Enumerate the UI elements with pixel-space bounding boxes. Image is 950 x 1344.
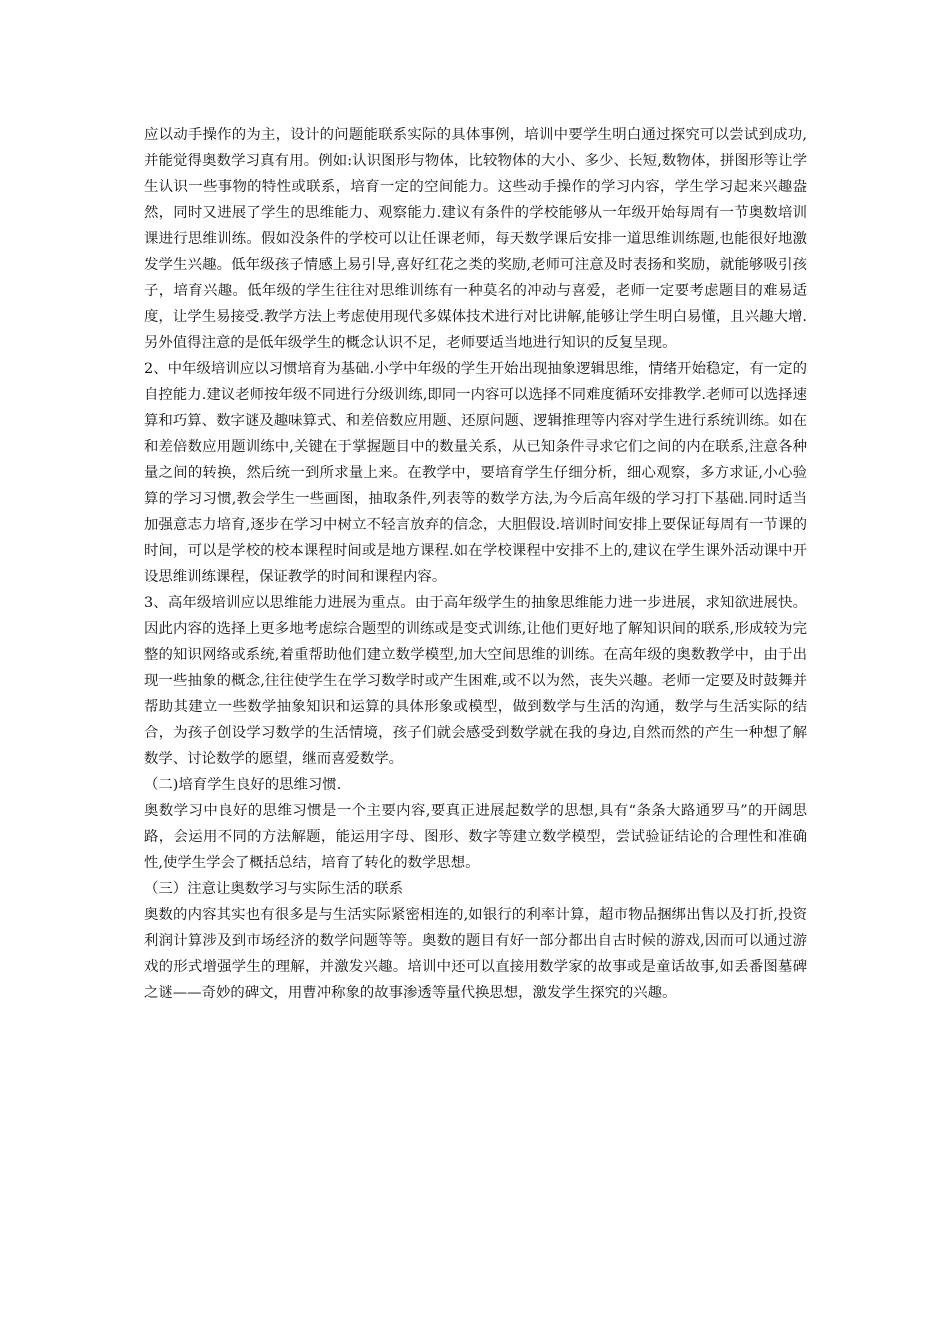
paragraph-middle-grade: 2、中年级培训应以习惯培育为基础.小学中年级的学生开始出现抽象逻辑思维，情绪开始稳定，有一定的自控能力.建议老师按年级不同进行分级训练,即同一内容可以选择不同难度循环安排教学.老师可以选择速算和巧算、数字谜及趣味算式、和差倍数应用题、还原问题、逻辑推理等内容对学生进行系统训练。如在和差倍数应用题训练中,关键在于掌握题目中的数量关系，从已知条件寻求它们之间的内在联系,注意各种量之间的转换，然后统一到所求量上来。在教学中，要培育学生仔细分析，细心观察，多方求证,小心验算的学习习惯,教会学生一些画图，抽取条件,列表等的数学方法,为今后高年级的学习打下基础.同时适当加强意志力培育,逐步在学习中树立不轻言放弃的信念，大胆假设.培训时间安排上要保证每周有一节课的时间，可以是学校的校本课程时间或是地方课程.如在学校课程中安排不上的,建议在学生课外活动课中开设思维训练课程，保证教学的时间和课程内容。 [144, 361, 807, 585]
paragraph-real-life: 奥数的内容其实也有很多是与生活实际紧密相连的,如银行的利率计算，超市物品捆绑出售以及打折,投资利润计算涉及到市场经济的数学问题等等。奥数的题目有好一部分都出自古时候的游戏,因而可以通过游戏的形式增强学生的理解，并激发兴趣。培训中还可以直接用数学家的故事或是童话故事,如丢番图墓碑之谜——奇妙的碑文，用曹冲称象的故事渗透等量代换思想，激发学生探究的兴趣。 [144, 907, 807, 1001]
section-heading-real-life: （三）注意让奥数学习与实际生活的联系 [144, 881, 404, 897]
section-heading-thinking-habits: （二)培育学生良好的思维习惯. [144, 777, 342, 793]
document-body [144, 122, 807, 1006]
paragraph-thinking-habits: 奥数学习中良好的思维习惯是一个主要内容,要真正进展起数学的思想,具有“条条大路通罗马”的开阔思路，会运用不同的方法解题，能运用字母、图形、数字等建立数学模型，尝试验证结论的合理性和准确性,使学生学会了概括总结，培育了转化的数学思想。 [144, 803, 807, 871]
paragraph-upper-grade: 3、高年级培训应以思维能力进展为重点。由于高年级学生的抽象思维能力进一步进展，求知欲进展快。因此内容的选择上更多地考虑综合题型的训练或是变式训练,让他们更好地了解知识间的联系,形成较为完整的知识网络或系统,着重帮助他们建立数学模型,加大空间思维的训练。在高年级的奥数教学中，由于出现一些抽象的概念,往往使学生在学习数学时或产生困难,或不以为然，丧失兴趣。老师一定要及时鼓舞并帮助其建立一些数学抽象知识和运算的具体形象或模型，做到数学与生活的沟通，数学与生活实际的结合，为孩子创设学习数学的生活情境，孩子们就会感受到数学就在我的身边,自然而然的产生一种想了解数学、讨论数学的愿望，继而喜爱数学。 [144, 595, 807, 767]
paragraph-lower-grade: 应以动手操作的为主，设计的问题能联系实际的具体事例，培训中要学生明白通过探究可以尝试到成功,并能觉得奥数学习真有用。例如:认识图形与物体，比较物体的大小、多少、长短,数物体，拼图形等让学生认识一些事物的特性或联系，培育一定的空间能力。这些动手操作的学习内容，学生学习起来兴趣盎然，同时又进展了学生的思维能力、观察能力.建议有条件的学校能够从一年级开始每周有一节奥数培训课进行思维训练。假如没条件的学校可以让任课老师，每天数学课后安排一道思维训练题,也能很好地激发学生兴趣。低年级孩子情感上易引导,喜好红花之类的奖励,老师可注意及时表扬和奖励，就能够吸引孩子，培育兴趣。低年级的学生往往对思维训练有一种莫名的冲动与喜爱，老师一定要考虑题目的难易适度，让学生易接受.教学方法上考虑使用现代多媒体技术进行对比讲解,能够让学生明白易懂，且兴趣大增.另外值得注意的是低年级学生的概念认识不足，老师要适当地进行知识的反复呈现。 [144, 127, 807, 351]
